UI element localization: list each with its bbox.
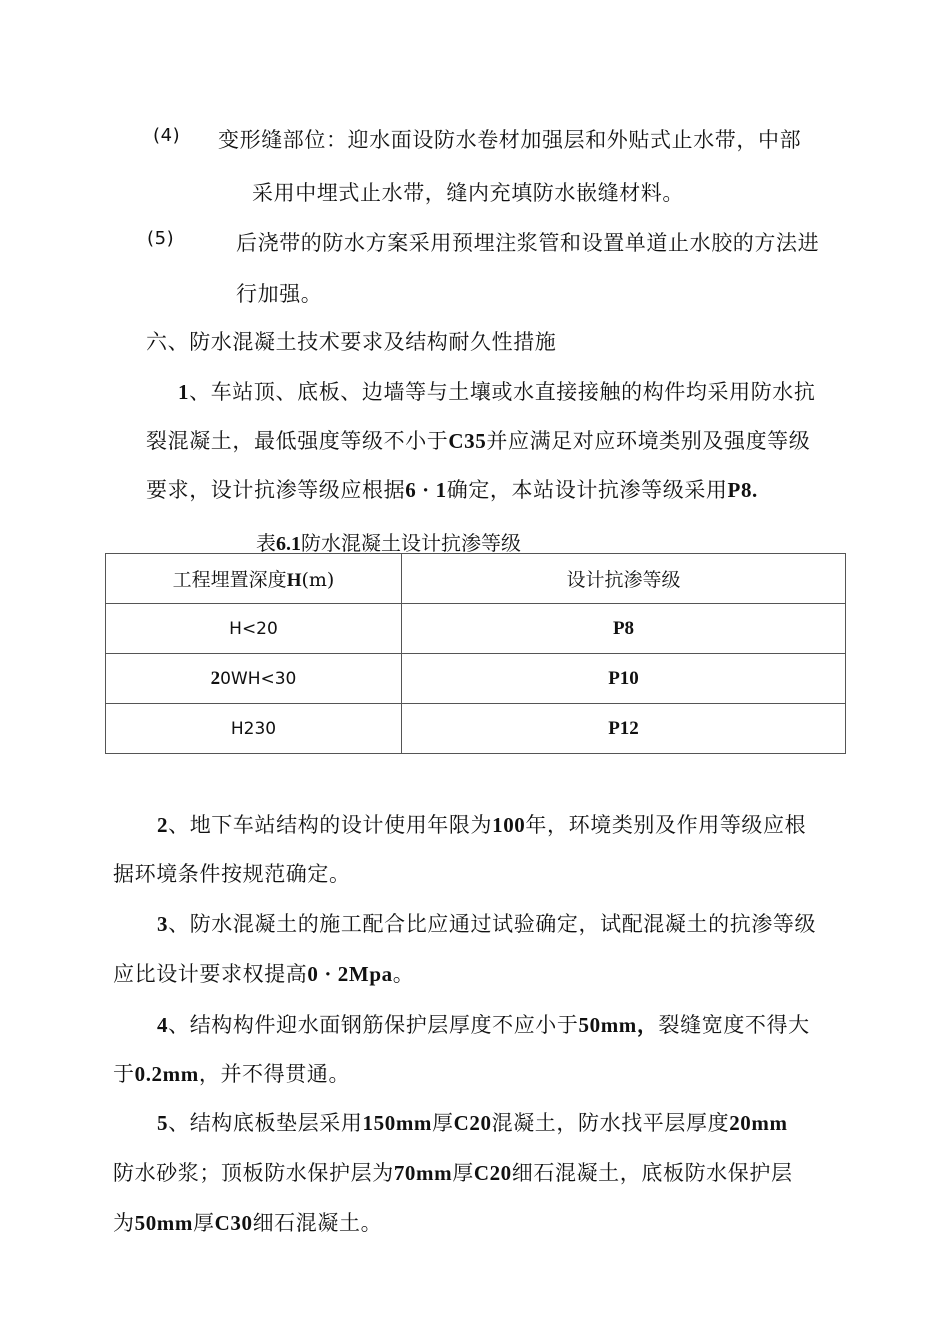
paragraph-1-line-3: 要求，设计抗渗等级应根据6 · 1确定，本站设计抗渗等级采用P8. [146, 478, 758, 502]
paragraph-3-line-2: 应比设计要求权提高0 · 2Mpa。 [113, 962, 415, 986]
table-row [106, 604, 846, 654]
paragraph-4-line-2: 于0.2mm，并不得贯通。 [113, 1062, 351, 1086]
item-5-line-2: 行加强。 [236, 282, 323, 306]
grade-cell: P8 [402, 604, 846, 654]
list-number-5: (5) [147, 228, 175, 249]
paragraph-number: 1 [178, 380, 190, 404]
list-number-4: (4) [153, 125, 181, 146]
depth-cell: 20WH<30 [106, 654, 402, 704]
paragraph-3-line-1: 3、防水混凝土的施工配合比应通过试验确定，试配混凝土的抗渗等级 [157, 912, 817, 936]
item-4-line-1: 变形缝部位：迎水面设防水卷材加强层和外贴式止水带，中部 [218, 128, 802, 152]
paragraph-2-line-2: 据环境条件按规范确定。 [113, 862, 351, 886]
table-caption: 表6.1防水混凝土设计抗渗等级 [256, 531, 521, 555]
depth-cell: H<20 [106, 604, 402, 654]
grade-cell: P10 [402, 654, 846, 704]
section-heading: 六、防水混凝土技术要求及结构耐久性措施 [146, 330, 557, 354]
table-row [106, 704, 846, 754]
impermeability-table [105, 553, 846, 754]
table-row [106, 654, 846, 704]
paragraph-4-line-1: 4、结构构件迎水面钢筋保护层厚度不应小于50mm，裂缝宽度不得大 [157, 1013, 810, 1037]
paragraph-1-line-2: 裂混凝土，最低强度等级不小于C35并应满足对应环境类别及强度等级 [146, 429, 811, 453]
paragraph-5-line-3: 为50mm厚C30细石混凝土。 [113, 1211, 383, 1235]
item-4-line-2: 采用中埋式止水带，缝内充填防水嵌缝材料。 [252, 181, 684, 205]
paragraph-5-line-1: 5、结构底板垫层采用150mm厚C20混凝土，防水找平层厚度20mm [157, 1111, 788, 1135]
header-depth: 工程埋置深度H(m) [106, 554, 402, 604]
grade-cell: P12 [402, 704, 846, 754]
paragraph-5-line-2: 防水砂浆；顶板防水保护层为70mm厚C20细石混凝土，底板防水保护层 [113, 1161, 793, 1185]
header-grade: 设计抗渗等级 [402, 554, 846, 604]
item-5-line-1: 后浇带的防水方案采用预埋注浆管和设置单道止水胶的方法进 [236, 231, 820, 255]
paragraph-2-line-1: 2、地下车站结构的设计使用年限为100年，环境类别及作用等级应根 [157, 813, 807, 837]
table-header-row [106, 554, 846, 604]
depth-cell: H230 [106, 704, 402, 754]
paragraph-1-line-1: 1、车站顶、底板、边墙等与土壤或水直接接触的构件均采用防水抗 [178, 380, 816, 404]
